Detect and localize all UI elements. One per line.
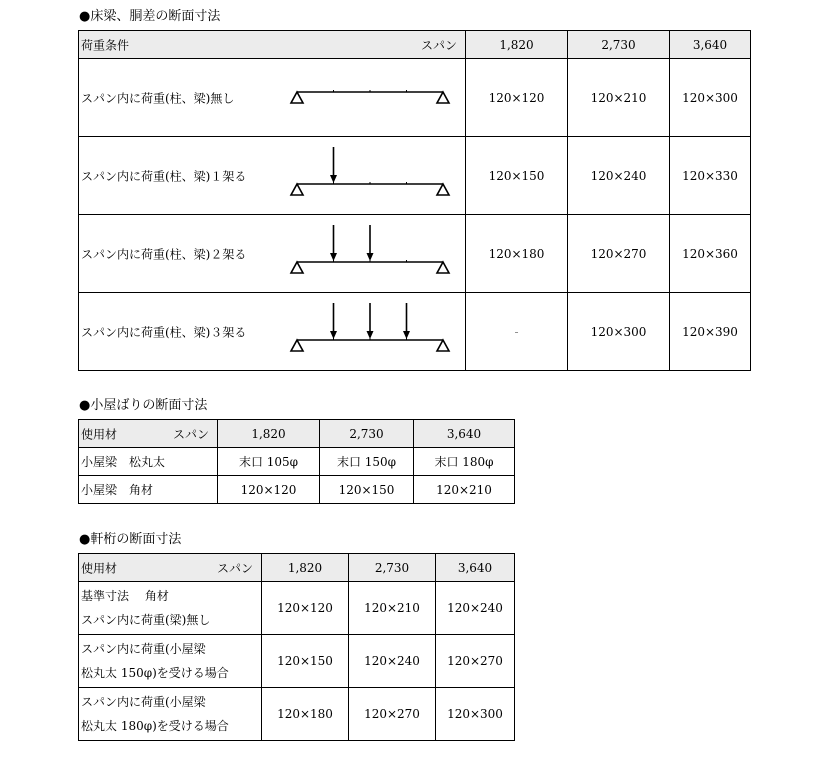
cell-value: 120×120 <box>218 476 320 504</box>
header-span-3640: 3,640 <box>436 554 515 582</box>
row-label-line2: 松丸太 180φ)を受ける場合 <box>81 719 229 733</box>
row-label-line1: スパン内に荷重(小屋梁 <box>81 695 206 709</box>
cell-value: 末口 105φ <box>218 448 320 476</box>
cell-value: 120×150 <box>466 137 568 215</box>
cell-value: 120×330 <box>670 137 751 215</box>
load-arrow-head <box>330 331 337 339</box>
cell-value: 120×210 <box>414 476 515 504</box>
cell-value: 120×270 <box>436 635 515 688</box>
cell-value: 120×270 <box>349 688 436 741</box>
cell-value: 120×240 <box>568 137 670 215</box>
header-span: スパン <box>420 38 457 52</box>
beam-diagram-no-load <box>79 59 466 137</box>
support-triangle <box>291 340 303 351</box>
header-span-3640: 3,640 <box>414 420 515 448</box>
cell-value: 120×150 <box>262 635 349 688</box>
header-span-2730: 2,730 <box>320 420 414 448</box>
support-triangle <box>437 184 449 195</box>
beam-diagram-two-loads <box>79 215 466 293</box>
load-arrow-head <box>367 331 374 339</box>
row-label <box>79 688 262 741</box>
table-row <box>79 59 751 137</box>
load-arrow-head <box>330 175 337 183</box>
table-row <box>79 476 515 504</box>
header-span: スパン <box>172 427 209 441</box>
cell-value: 120×120 <box>466 59 568 137</box>
cell-value: 末口 150φ <box>320 448 414 476</box>
header-condition: 荷重条件 <box>81 38 130 52</box>
header-span-2730: 2,730 <box>349 554 436 582</box>
row-label: 小屋梁 松丸太 <box>79 448 218 476</box>
table-row <box>79 448 515 476</box>
support-triangle <box>291 262 303 273</box>
row-label-line1: 基準寸法 角材 <box>81 589 169 603</box>
header-span: スパン <box>216 561 253 575</box>
support-triangle <box>291 184 303 195</box>
row-label-line2: 松丸太 150φ)を受ける場合 <box>81 666 229 680</box>
eave-girder-table <box>78 553 515 741</box>
support-triangle <box>291 92 303 103</box>
table-row <box>79 137 751 215</box>
support-triangle <box>437 340 449 351</box>
support-triangle <box>437 262 449 273</box>
section1-title: ●床梁、胴差の断面寸法 <box>79 9 221 24</box>
table-row <box>79 582 515 635</box>
beam-diagram-one-load <box>79 137 466 215</box>
cell-value: 120×270 <box>568 215 670 293</box>
row-label-line1: スパン内に荷重(小屋梁 <box>81 642 206 656</box>
cell-value: 120×390 <box>670 293 751 371</box>
cell-value: 120×210 <box>568 59 670 137</box>
cell-value: 120×300 <box>436 688 515 741</box>
cell-value: 120×240 <box>436 582 515 635</box>
cell-value: 120×180 <box>262 688 349 741</box>
row-label <box>79 635 262 688</box>
load-arrow-head <box>403 331 410 339</box>
cell-value: 120×150 <box>320 476 414 504</box>
cell-value: 120×300 <box>670 59 751 137</box>
row-label: スパン内に荷重(柱、梁)２架る <box>81 247 247 261</box>
header-span-3640: 3,640 <box>670 31 751 59</box>
load-arrow-head <box>330 253 337 261</box>
table-row <box>79 215 751 293</box>
header-span-1820: 1,820 <box>218 420 320 448</box>
support-triangle <box>437 92 449 103</box>
section2-title: ●小屋ばりの断面寸法 <box>79 398 208 413</box>
roof-beam-table <box>78 419 515 504</box>
header-condition-span <box>79 31 466 59</box>
load-arrow-head <box>367 253 374 261</box>
cell-value: 120×300 <box>568 293 670 371</box>
table-row <box>79 293 751 371</box>
section3-title: ●軒桁の断面寸法 <box>79 532 182 547</box>
row-label: スパン内に荷重(柱、梁)１架る <box>81 169 247 183</box>
floor-beam-table <box>78 30 751 371</box>
cell-value: 末口 180φ <box>414 448 515 476</box>
header-span-2730: 2,730 <box>568 31 670 59</box>
header-span-1820: 1,820 <box>262 554 349 582</box>
cell-value: 120×360 <box>670 215 751 293</box>
cell-value: 120×120 <box>262 582 349 635</box>
cell-value: 120×240 <box>349 635 436 688</box>
header-material: 使用材 <box>81 427 118 441</box>
row-label: スパン内に荷重(柱、梁)３架る <box>81 325 247 339</box>
row-label <box>79 582 262 635</box>
header-material-span <box>79 420 218 448</box>
cell-value: - <box>466 293 568 371</box>
cell-value: 120×180 <box>466 215 568 293</box>
table-row <box>79 635 515 688</box>
table-row <box>79 688 515 741</box>
beam-diagram-three-loads <box>79 293 466 371</box>
header-span-1820: 1,820 <box>466 31 568 59</box>
header-material-span <box>79 554 262 582</box>
cell-value: 120×210 <box>349 582 436 635</box>
row-label-line2: スパン内に荷重(梁)無し <box>81 613 211 627</box>
row-label: スパン内に荷重(柱、梁)無し <box>81 91 235 105</box>
header-material: 使用材 <box>81 561 118 575</box>
row-label: 小屋梁 角材 <box>79 476 218 504</box>
